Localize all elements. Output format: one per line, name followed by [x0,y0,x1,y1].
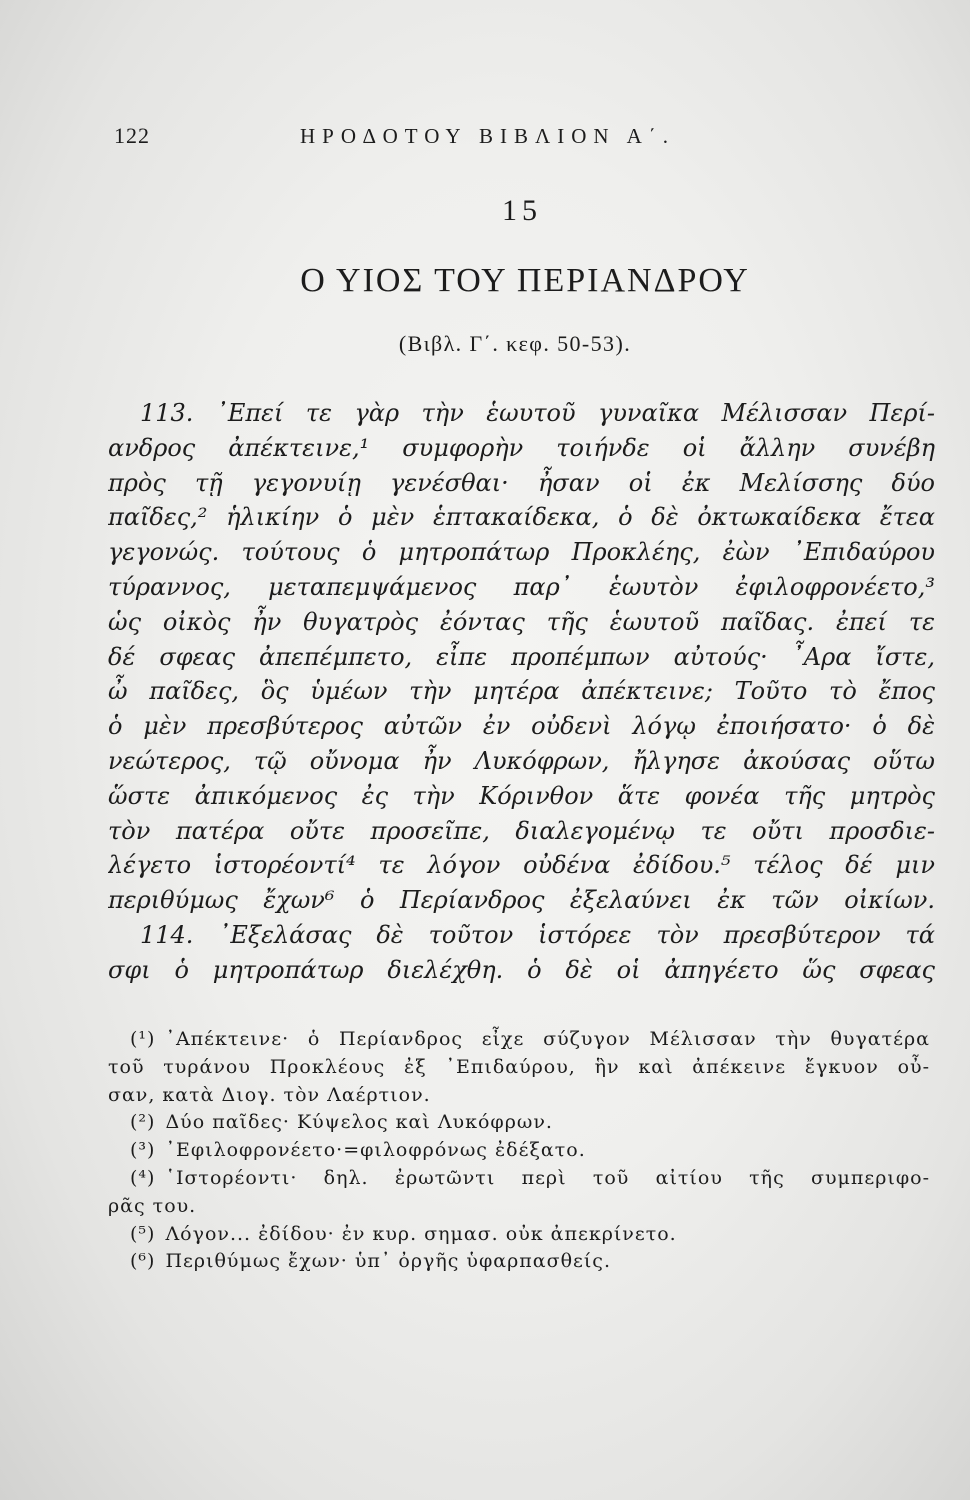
body-line: ὥστε ἀπικόμενος ἐς τὴν Κόρινθον ἅτε φονέα τῆς μητρὸς [108,781,935,810]
body-line: σφι ὁ μητροπάτωρ διελέχθη. ὁ δὲ οἱ ἀπηγέετο ὥς σφεας [108,955,935,984]
running-title: ΗΡΟΔΟΤΟΥ ΒΙΒΛΙΟΝ Α΄. [300,124,676,148]
body-line: νεώτερος, τῷ οὔνομα ἦν Λυκόφρων, ἤλγησε ἀκούσας οὕτω [108,746,935,775]
footnote-line [108,1221,930,1249]
body-line: τὸν πατέρα οὔτε προσεῖπε, διαλεγομένῳ τε οὔτι προσδιε- [108,816,935,845]
section-number: 15 [502,194,542,227]
footnote-marker: (⁶) [130,1250,156,1273]
body-line: ὦ παῖδες, ὃς ὑμέων τὴν μητέρα ἀπέκτεινε; Τοῦτο τὸ ἔπος [108,677,935,706]
footnote-marker: (⁵) [130,1222,156,1245]
body-line: λέγετο ἱστορέοντί⁴ τε λόγον οὐδένα ἐδίδου.⁵ τέλος δέ μιν [108,851,935,880]
body-line: πρὸς τῇ γεγονυίῃ γενέσθαι· ἦσαν οἱ ἐκ Μελίσσης δύο [108,468,935,497]
footnote-text: ᾿Απέκτεινε· ὁ Περίανδρος εἶχε σύζυγον Μέλισσαν τὴν θυγατέρα [165,1028,930,1050]
body-line: τύραννος, μεταπεμψάμενος παρ᾿ ἑωυτὸν ἐφιλοφρονέετο,³ [108,572,935,601]
body-line: παῖδες,² ἡλικίην ὁ μὲν ἑπτακαίδεκα, ὁ δὲ ὀκτωκαίδεκα ἔτεα [108,503,935,532]
footnote-marker: (³) [130,1139,156,1162]
footnote-marker: (¹) [130,1028,156,1050]
section-source-reference: (Βιβλ. Γ΄. κεφ. 50-53). [398,331,632,356]
body-line: ὁ μὲν πρεσβύτερος αὐτῶν ἐν οὐδενὶ λόγῳ ἐποιήσατο· ὁ δὲ [108,712,935,741]
footnote-line [108,1109,930,1137]
footnote-marker: (⁴) [130,1166,156,1189]
footnote-line [108,1248,930,1276]
body-line: περιθύμως ἔχων⁶ ὁ Περίανδρος ἐξελαύνει ἐκ τῶν οἰκίων. [108,886,935,915]
footnote-text: ῾Ιστορέοντι· δηλ. ἐρωτῶντι περὶ τοῦ αἰτίου τῆς συμπεριφο- [165,1166,930,1189]
body-line: γεγονώς. τούτους ὁ μητροπάτωρ Προκλέης, ἐὼν ᾿Επιδαύρου [108,538,935,567]
footnote-line [108,1165,930,1193]
body-line: ὡς οἰκὸς ἦν θυγατρὸς ἐόντας τῆς ἑωυτοῦ παῖδας. ἐπεί τε [108,607,935,636]
body-line: 114. ᾿Εξελάσας δὲ τοῦτον ἱστόρεε τὸν πρεσβύτερον τά [140,920,935,949]
body-line: ανδρος ἀπέκτεινε,¹ συμφορὴν τοιήνδε οἱ ἄλλην συνέβη [108,433,935,462]
footnote-marker: (²) [130,1111,156,1134]
footnote-line [108,1026,930,1054]
body-line: 113. ᾿Επεί τε γὰρ τὴν ἑωυτοῦ γυναῖκα Μέλισσαν Περί- [140,399,935,427]
footnote-text: Περιθύμως ἔχων· ὑπ᾿ ὀργῆς ὑφαρπασθείς. [165,1250,611,1273]
footnote-text: Λόγον... ἐδίδου· ἐν κυρ. σημασ. οὐκ ἀπεκρίνετο. [165,1222,677,1245]
body-text [108,396,935,988]
footnote-line: σαν, κατὰ Διογ. τὸν Λαέρτιον. [108,1083,431,1106]
footnotes [108,1026,930,1276]
body-line: δέ σφεας ἀπεπέμπετο, εἶπε προπέμπων αὐτούς· ῏Αρα ἴστε, [108,642,935,671]
footnote-text: ᾿Εφιλοφρονέετο·=φιλοφρόνως ἐδέξατο. [165,1139,586,1162]
footnote-line: ρᾶς του. [108,1194,197,1217]
footnote-line: τοῦ τυράνου Προκλέους ἐξ ᾿Επιδαύρου, ἣν καὶ ἀπέκεινε ἔγκυον οὖ- [108,1055,930,1078]
footnote-line [108,1137,930,1165]
footnote-text: Δύο παῖδες· Κύψελος καὶ Λυκόφρων. [165,1111,553,1134]
section-title: Ο ΥΙΟΣ ΤΟΥ ΠΕΡΙΑΝΔΡΟΥ [300,262,750,299]
page-number: 122 [114,123,150,148]
